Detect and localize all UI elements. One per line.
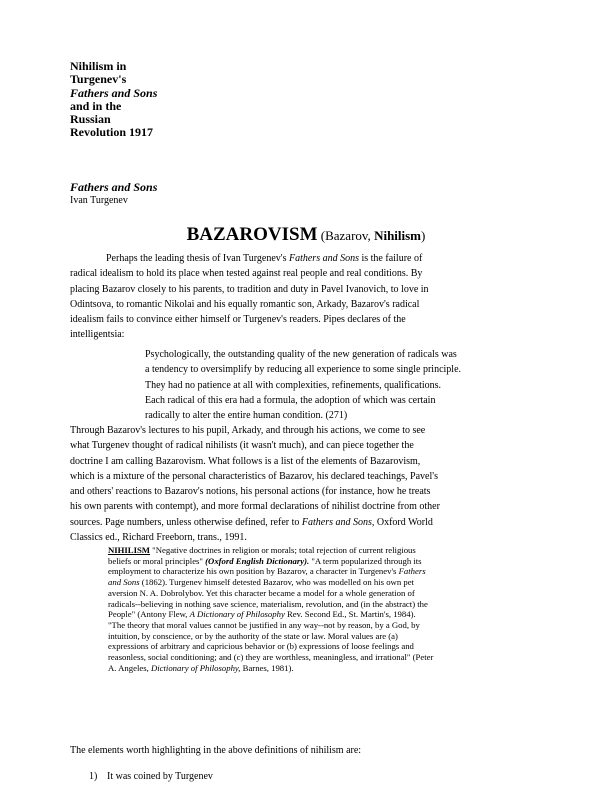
paragraph-line: his own parents with contempt), and more formal declarations of nihilist doctrine from other [70, 501, 440, 513]
paragraph-line: Perhaps the leading thesis of Ivan Turgenev's Fathers and Sons is the failure of [106, 253, 423, 264]
definition-line: beliefs or moral principles" (Oxford English Dictionary). "A term popularized through its [108, 555, 422, 566]
intro-paragraph [70, 251, 429, 343]
body-paragraph [70, 423, 440, 545]
quote-line: They had no patience at all with complexities, refinements, qualifications. [145, 379, 442, 391]
document-title-line: Turgenev's [70, 72, 127, 87]
section-title: Fathers and Sons [70, 180, 158, 194]
definition-term: NIHILISM [108, 545, 150, 555]
paragraph-line: placing Bazarov closely to his parents, to tradition and duty in Pavel Ivanovich, to love in [70, 283, 429, 295]
paragraph-line: idealism fails to convince either himself or Turgenev's readers. Pipes declares of the [70, 314, 406, 326]
definition-line: People" (Antony Flew, A Dictionary of Philosophy Rev. Second Ed., St. Martin's, 1984). [108, 609, 416, 620]
document-title-line: Russian [70, 112, 111, 127]
paragraph-line: what Turgenev thought of radical nihilists (it wasn't much), and can piece together the [70, 440, 414, 452]
paragraph-line: and others' reactions to Bazarov's notions, his personal actions (for instance, how he treats [70, 486, 431, 498]
paragraph-line: Classics ed., Richard Freeborn, trans., 1991. [70, 532, 247, 544]
paragraph-line: sources. Page numbers, unless otherwise defined, refer to Fathers and Sons, Oxford World [70, 516, 433, 528]
definition-line: NIHILISM "Negative doctrines in religion or morals; total rejection of current religious [108, 545, 416, 555]
conclusion-text: The elements worth highlighting in the above definitions of nihilism are: [70, 745, 362, 756]
quote-line: Psychologically, the outstanding quality of the new generation of radicals was [145, 349, 457, 360]
paragraph-line: which is a mixture of the personal characteristics of Bazarov, his declared teachings, Pavel's [70, 470, 438, 482]
paragraph-line: Through Bazarov's lectures to his pupil, Arkady, and through his actions, we come to see [70, 425, 426, 436]
definition-line: A. Angeles, Dictionary of Philosophy, Barnes, 1981). [108, 662, 294, 673]
paragraph-line: Odintsova, to romantic Nikolai and his equally romantic son, Arkady, Bazarov's radical [70, 298, 420, 310]
definition-line: radicals--believing in nothing save science, materialism, revolution, and (in the abstract) the [108, 598, 428, 609]
list-item-number: 1) [89, 771, 98, 782]
document-title-line: Nihilism in [70, 59, 127, 73]
list-item-text: It was coined by Turgenev [107, 771, 213, 782]
definition-line: and Sons (1862). Turgenev himself detested Bazarov, who was modelled on his own pet [108, 577, 414, 588]
list-item [89, 769, 213, 784]
page-heading [0, 224, 612, 246]
quote-line: a tendency to oversimplify by reducing all experience to some single principle. [145, 364, 462, 376]
definitions-block [108, 545, 433, 673]
definition-line: reasonless, social conditioning; and (c) they are worthless, meaningless, and irrational" (Peter [108, 652, 434, 663]
definition-line: "The theory that moral values cannot be justified in any way--not by reason, by a God, by [108, 619, 420, 630]
definition-line: employment to characterize his own position by Bazarov, a character in Turgenev's Fathers [108, 566, 426, 577]
paragraph-line: radical idealism to hold its place when tested against real people and real conditions. By [70, 268, 423, 280]
paragraph-line: doctrine I am calling Bazarovism. What follows is a list of the elements of Bazarovism, [70, 455, 421, 467]
block-quote [145, 347, 461, 423]
heading-main: BAZAROVISM [186, 224, 318, 245]
heading-subtitle: (Bazarov, Nihilism) [317, 228, 426, 243]
quote-line: radically to alter the entire human condition. (271) [145, 410, 348, 422]
definition-line: expressions of arbitrary and capricious behavior or (b) expressions of loose feelings and [108, 641, 414, 652]
definition-line: aversion N. A. Dobrolybov. Yet this character became a model for a whole generation of [108, 587, 415, 598]
definition-line: intuition, by conscience, or by the authority of the state or law. Moral values are (a) [108, 630, 398, 641]
quote-line: Each radical of this era had a formula, the adoption of which was certain [145, 394, 436, 406]
document-title-line: Revolution 1917 [70, 125, 154, 140]
paragraph-line: intelligentsia: [70, 329, 125, 341]
document-title-line: and in the [70, 98, 122, 113]
document-title [70, 60, 270, 140]
section-author: Ivan Turgenev [70, 195, 128, 206]
document-title-line: Fathers and Sons [70, 85, 158, 100]
